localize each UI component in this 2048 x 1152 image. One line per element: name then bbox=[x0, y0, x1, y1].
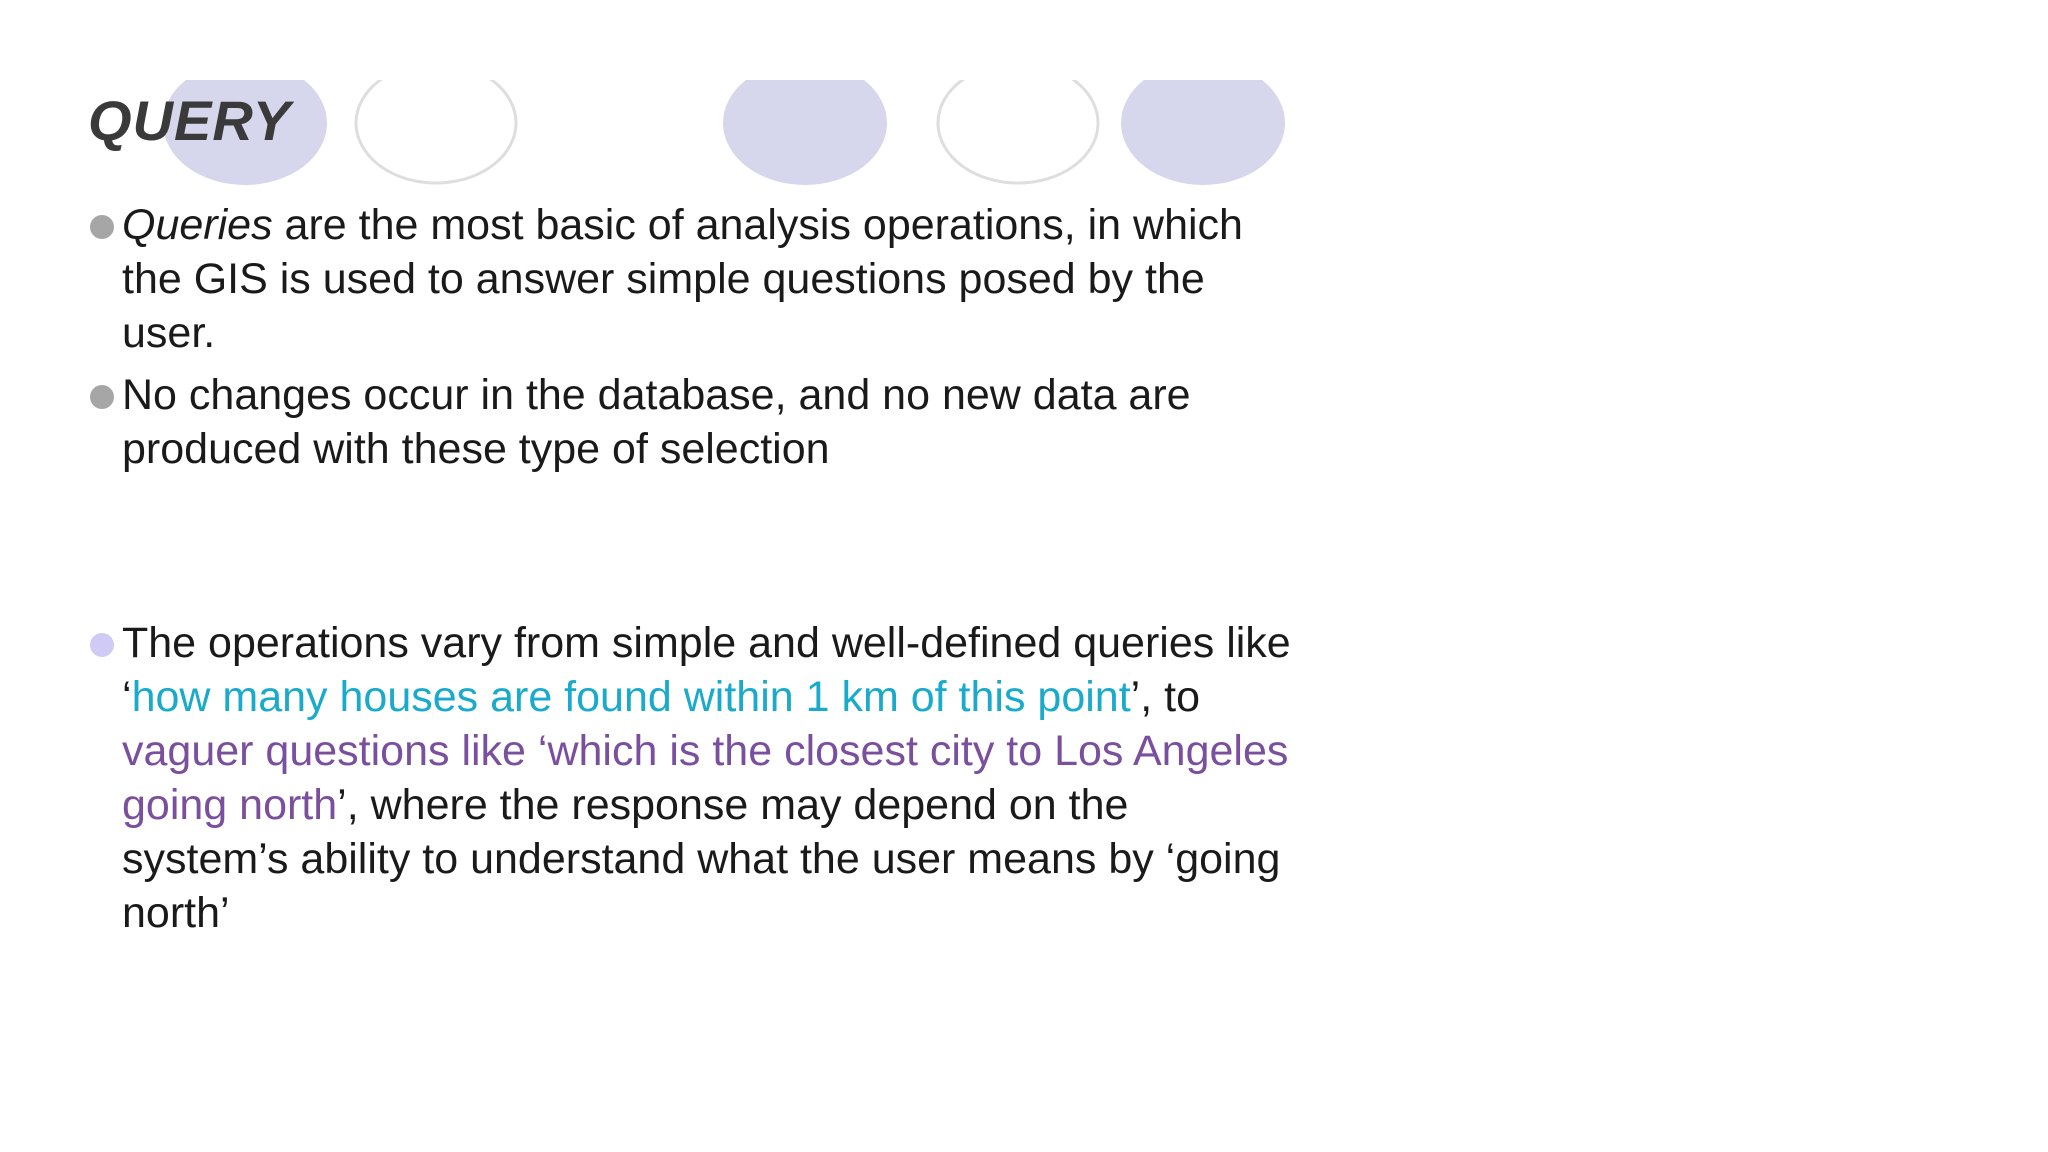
italic-term: Queries bbox=[122, 201, 273, 249]
vague-query-text: vaguer questions like ‘which is the closest city to Los Angeles going north bbox=[122, 727, 1289, 829]
bullet-dot-icon bbox=[90, 385, 114, 409]
bullet-dot-icon bbox=[90, 215, 114, 239]
bullet-item-no-changes bbox=[122, 368, 1302, 476]
slide-title: QUERY bbox=[88, 89, 292, 152]
bullet-dot-icon bbox=[90, 633, 114, 657]
bullet-item-queries bbox=[122, 198, 1302, 360]
bullet-text: The operations vary from simple and well-defined queries like ‘ bbox=[122, 619, 1291, 721]
example-query-text: how many houses are found within 1 km of this point bbox=[131, 673, 1131, 721]
bullet-text: ’, where the response may depend on the system’s ability to understand what the user means by ‘going north’ bbox=[122, 781, 1281, 937]
bullet-text: ’, to bbox=[1130, 673, 1200, 721]
bullet-text: No changes occur in the database, and no new data are produced with these type of selection bbox=[122, 371, 1191, 473]
bullet-item-operations bbox=[122, 616, 1302, 940]
bullet-text: are the most basic of analysis operations, in which the GIS is used to answer simple questions posed by the user. bbox=[122, 201, 1243, 357]
